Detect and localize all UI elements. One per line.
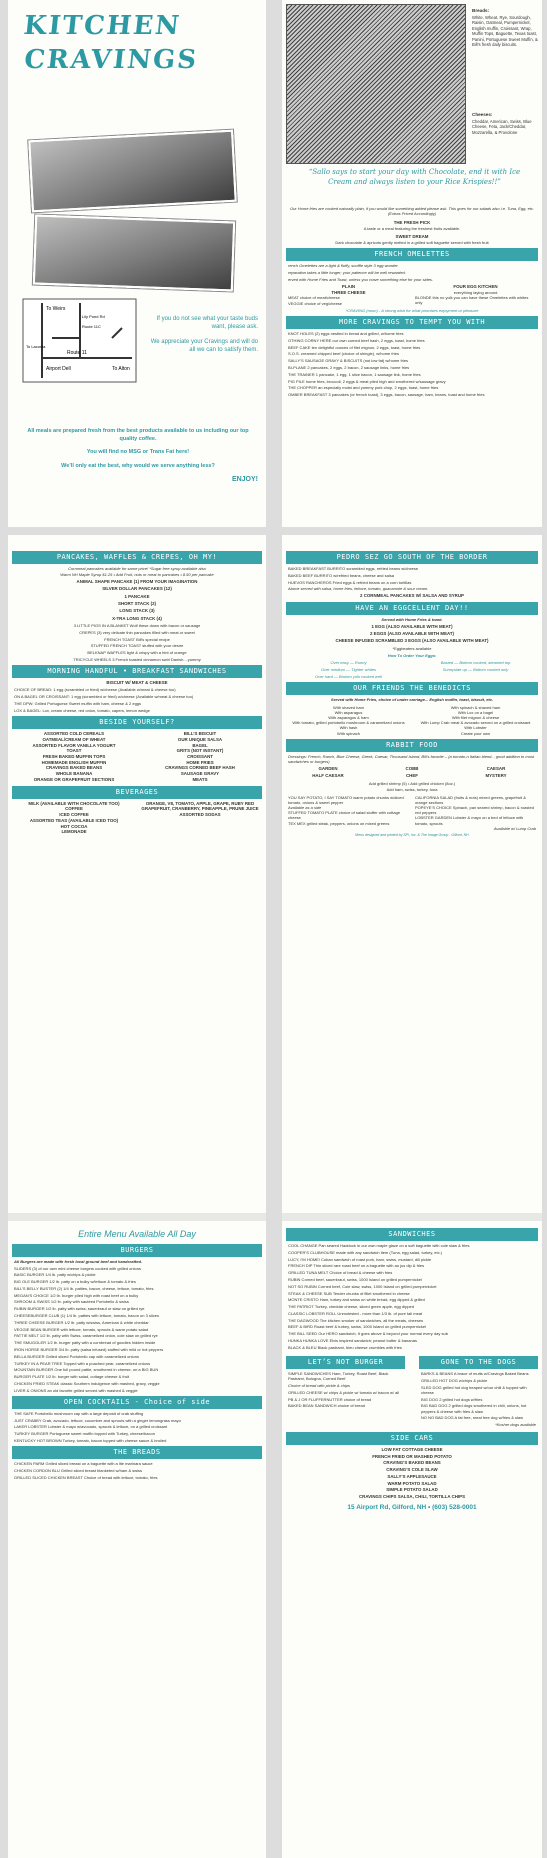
beverage-col-left [14,801,134,835]
pedro-note: Above served with salsa, home fries, lettuce, tomato, guacamole & sour cream. [288,586,429,592]
beside-item: BAGEL [192,742,208,748]
sides-list [282,1447,542,1500]
breads-list [8,1461,266,1480]
beside-item: ASSORTED FLAVOR VANILLA YOGURT [32,742,116,748]
print-credit: Menu designed and printed by SPI, Inc. & The Image Group - Gilford, NH [355,832,469,837]
burger-item: BILL’S BELLY BUSTER (2) 1/4 lb. patties, bacon, cheese, lettuce, tomato, fries [14,1285,154,1291]
pancake-item: CREPES (3) very delicate thin pancakes filled with meat or sweet [79,629,195,635]
burger-item: BIG OLE BURGER 1/2 lb. patty on a bulky w/lettuce & tomato & fries [14,1279,136,1285]
beside-col-right [140,731,260,782]
sweet-dream-desc: Dark chocolate & apricots gently melted in a grilled soft baguette served with fresh fruit [335,240,489,245]
beverage-item: ORANGE, V8, TOMATO, APPLE, GRAPE, RUBY RED GRAPEFRUIT, CRANBERRY, PINEAPPLE, PRUNE JUICE [141,800,259,812]
sandwich-banner: SANDWICHES [286,1228,538,1241]
pedro-banner: PEDRO SEZ GO SOUTH OF THE BORDER [286,551,538,564]
map-label: To Alton [112,366,130,372]
order-item: Sunnyside up — Bottom cooked only [442,666,509,672]
not-burger-banner: LET’S NOT BURGER [286,1356,405,1369]
cocktail-item: KENTUCKY HOT BROWN Turkey, tomato, bacon topped with cheese sauce & broiled [14,1438,167,1444]
pancake-item: 3 LITTLE PIGS IN A BLANKET Wolf these down with bacon or sausage [73,622,201,628]
lunch-section [8,1225,266,1482]
map-label: Airport Dell [46,366,71,372]
fresh-pick-desc: A taste or a meal featuring the freshest fruits available. [363,226,461,232]
rabbit-item: STUFFED TOMATO PLATE choice of salad stuffer with cottage cheese [288,810,401,821]
sallo-quote: “Sallo says to start your day with Chocolate, end it with Ice Cream and always listen to your Rice Krispies!!” [308,168,521,186]
dogs-item: SLED DOG grilled hot dog heaped w/our chili & topped with cheese [421,1384,527,1395]
craving-definition: *CRAVING (noun) - A strong wish for what promises enjoyment or pleasure [345,307,479,313]
not-burger-box [282,1353,409,1429]
benedict-item: With tomato, grilled portobello mushroom & caramelized onions [292,720,405,726]
handful-item: CHOICE OF BREAD: 1 egg (scrambled or fried) w/cheese (Available w/meat & cheese too) [14,687,176,693]
handful-item: THE DPW: Grilled Portuguese Sweet muffin with ham, cheese & 2 eggs [14,701,142,706]
benedict-item: With spinach [337,730,360,736]
breads-item: GRILLED SLICED CHICKEN BREAST Choice of bread with lettuce, tomato, fries [14,1474,158,1480]
tempt-item: OMBER BREAKFAST 3 pancakes (or french toast), 3 eggs, bacon, sausage, ham, beans, toast and home fries [288,392,485,398]
egg-list [282,617,542,651]
sandwich-item: GRILLED TUNA MELT Choice of bread & cheese with fries [288,1270,393,1276]
tempt-item: THE TRAINER 1 pancake, 1 egg, 1 slice bacon, 1 sausage link, home fries [288,371,421,377]
closing-2: You will find no MSG or Trans Fat here! [86,449,190,456]
sandwich-item: RUBIN Corned beef, sauerkraut, swiss, 1000 Island on grilled pumpernickel [288,1277,422,1282]
dogs-box [415,1353,542,1429]
burger-item: LIVER & ONIONS an old favorite grilled served with mashed & veggie [14,1387,138,1393]
omelette-col-left [288,284,409,306]
omelette-list [288,284,536,306]
benedict-item: With Lox on a bagel [457,709,494,715]
cheeses-box [472,112,538,135]
beverage-item: ICED COFFEE [59,812,89,818]
beverage-item: ASSORTED SODAS [179,812,221,818]
salad-item: MYSTERY [485,772,507,778]
location-map [22,298,137,383]
sandwich-item: MONTE CRISTO Ham, turkey and swiss on white bread, egg dipped & grilled [288,1297,425,1303]
beside-item: FRESH BAKED MUFFIN TOPS [42,753,106,759]
closing-4: ENJOY! [231,475,258,483]
burger-item: MOUNTAIN BURGER One full pound pattie, smothered in cheese, on a BIG BUN [14,1367,159,1373]
map-label: To Weirs [46,306,66,312]
address-line: 15 Airport Rd, Gilford, NH • (603) 528-0001 [347,1503,477,1511]
egg-item: Served with Home Fries & toast. [381,617,443,623]
handful-list [8,680,266,713]
beside-item: TOAST [66,748,82,754]
omelette-item: FOUR EGG KITCHEN [453,284,498,290]
benedict-note: Served with Home Fries, choice of under carriage... English muffin, toast, biscuit, etc. [330,697,494,703]
burger-item: IRON HORSE BURGER 3/4 lb. patty (salsa infused) stuffed with mild or hot peppers [14,1346,164,1352]
closing-3: We’ll only eat the best, why would we serve anything less? [61,463,215,470]
sandwich-item: NOT SO RUBIN Corned beef, Cole slaw, swiss, 1000 Island on grilled pumpernickel [288,1283,437,1289]
rabbit-note: Dressings: French, Ranch, Blue Cheese, Greek, Caesar, Thousand Island, Bill’s favorite – (a tomato-n Italian blend... good addition to most sandwiches or burgers) [288,753,535,764]
beverage-item: ASSORTED TEAS (AVAILABLE ICED TOO) [29,817,119,823]
dogs-item: *Kosher dogs available [495,1422,536,1428]
omelette-intro: reparation takes a little longer; your patience will be well rewarded. [288,270,406,276]
beside-item: CRAVINGS BAKED BEANS [45,765,103,771]
pancake-item: BELKNAP WAFFLES light & crispy with a hint of orange [87,650,187,656]
dogs-item: GRILLED HOT DOG w/chips & pickle [421,1377,488,1383]
pancake-item: X-TRA LONG STACK (4) [112,615,162,621]
pedro-item: BAKED BEEF BURRITO w/refried beans, cheese and salsa [288,572,394,578]
eggs-sandwich-panel [282,535,542,1858]
sketch-illustration [286,4,466,164]
pancake-item: ANIMAL SHAPE PANCAKE (1) FROM YOUR IMAGINATION [76,579,198,585]
sandwich-item: THE BILL SEED Our HERO sandwich; It goes above & beyond your normal every day sub [288,1331,448,1337]
beverage-list [14,801,260,835]
burger-item: SHROOM & SWISS 1/2 lb. patty with sautéed Portobello & swiss [14,1299,129,1305]
order-item: Basted — Bottom cooked, steamed top [440,659,511,665]
beverage-banner: BEVERAGES [12,786,262,799]
omelette-item: PLAIN [341,284,356,290]
breads-title: Breads: [472,8,490,13]
benedict-list [288,705,536,736]
rabbit-item: Available as a side [288,804,322,810]
beside-item: BILL’S BISCUIT [183,731,217,737]
pedro-list [282,566,542,585]
cocktail-item: THE SAFE Portobello mushroom cap with a large deposit of crab stuffing [14,1410,144,1416]
beside-item: MEATS [192,776,208,782]
egg-item: 1 EGG (ALSO AVAILABLE WITH MEAT) [371,623,453,629]
handful-item: ON A BAGEL OR CROISSANT: 1 egg (scrambled or fried) w/cheese (Available w/meat & cheese too) [14,694,194,700]
rabbit-col-left [288,795,409,831]
beside-list [14,731,260,782]
salad-item: CAESAR [486,766,506,772]
sandwich-item: HUNKA HUNKA LOVE Elvis inspired sandwich; peanut butter & bananas [288,1338,417,1344]
rabbit-item: TEX MEX grilled steak, peppers, onions on mixed greens [288,820,390,826]
sides-item: SIMPLE POTATO SALAD [386,1487,438,1493]
rabbit-col-right [415,795,536,831]
egg-item: *Eggbeaters available [392,645,432,651]
beverage-col-right [140,801,260,835]
benedict-item: With asparagus & ham [328,714,369,720]
sandwich-item: FRENCH DIP Thin sliced rare roast beef on a baguette with au jus dip & fries [288,1263,425,1269]
salad-grid [288,766,536,778]
beside-item: GRITS (NOT INSTANT) [176,748,224,754]
pancake-item: 1 PANCAKE [124,593,150,599]
sandwich-item: BEEF & BIRD Roast beef & turkey, swiss, 1000 Island on grilled pumpernickel [288,1324,426,1330]
omelette-item: BLONDE this no yolk you can have these Omelettes with whites only [415,294,529,306]
salad-addons-2: Add ham, swiss, turkey, tuna [386,787,438,793]
pedro-item: BAKED BREAKFAST BURRITO scrambled eggs, refried beans w/cheese [288,566,419,572]
dogs-item: BIG BAD DOG 2 grilled dogs smothered in chili, onions, hot peppers & cheese with fries & slaw [421,1403,527,1414]
burger-item: CHICKEN FRIED STEAK classic Southern indulgence with mashed, gravy, veggie [14,1380,160,1386]
benedict-col-left [288,705,409,736]
order-item: Over medium — Tighter whites [320,666,377,672]
not-burger-item: Choice of bread with pickle & chips [288,1383,351,1389]
boat-photo [28,130,236,213]
rabbit-item: Available w/ Lump Crab [493,825,536,831]
burger-item: BELLA BURGER Grilled sliced Portobello cap with caramelized onions [14,1353,139,1359]
pancake-item: SHORT STACK (2) [118,601,156,606]
tempt-item: S.O.S. creamed chipped beef (choice of shingle), w/home fries [288,351,399,357]
omelette-banner: FRENCH OMELETTES [286,248,538,261]
rabbit-item: LOBSTER GARDEN Lobster & mayo on a bed of lettuce with tomato, sprouts [415,815,524,826]
sandwich-item: STEAK & CHEESE SUB Tender chunks of fillet smothered in cheese [288,1290,410,1296]
rabbit-item: YOU SAY POTATO, I SAY TOMATO warm potato chunks w/diced tomato, onions & sweet pepper [288,794,404,805]
order-eggs-list [288,660,536,680]
pedro-item: HUEVOS RANCHEROS Fried eggs & refried beans on a corn tortillas [288,579,412,585]
burger-item: BASIC BURGER 1/4 lb. patty w/chips & pickle [14,1272,96,1278]
egg-item: CHEESE INFUSED SCRAMBLED 3 EGGS (ALSO AVAILABLE WITH MEAT) [335,638,489,644]
omelette-item: THREE CHEESE [331,289,366,295]
not-burger-item: BAKED BEAN SANDWICH choice of bread [288,1403,365,1409]
pancake-banner: PANCAKES, WAFFLES & CREPES, OH MY! [12,551,262,564]
map-label: Route 11 [67,350,87,356]
closing-note [18,428,258,485]
sides-item: LOW FAT COTTAGE CHEESE [381,1447,443,1453]
sandwich-item: COOPER’S CLUBHOUSE made with any sandwich item (Tuna, egg salad, turkey, etc.) [288,1249,443,1255]
breads-list: White, Wheat, Rye, Sourdough, Raisin, Oatmeal, Pumpernickel, English muffin, Croissant, Wrap, Muffin Tops, Baguette, Texas toast, Panini, Portuguese Sweet Muffin, & Bill’s fresh daily biscuits. [472,14,538,48]
tempt-item: KNOT HOLES (2) eggs nestled in bread and grilled, w/home fries [288,331,404,337]
cheeses-title: Cheeses: [472,112,493,117]
inside-cover-panel [282,0,542,527]
sandwich-item: BLACK & BLEU Black pastrami, bleu cheese crumbles with fries [288,1344,402,1350]
all-day-title: Entire Menu Available All Day [78,1229,196,1239]
pancake-list [8,579,266,662]
rabbit-specials [288,795,536,831]
cocktail-item: JUST CRABBY Crab, avocado, lettuce, cucumber and sprouts with a ginger lemongrass mayo [14,1417,181,1423]
burger-dog-columns [282,1353,542,1429]
burger-note: All Burgers are made with fresh local ground beef and handcrafted. [14,1258,143,1264]
burger-item: PATTIE MELT 1/2 lb. patty with Swiss, caramelized onion, cole slaw on grilled rye [14,1333,158,1339]
sides-banner: SIDE CARS [286,1432,538,1445]
pancake-item: STUFFED FRENCH TOAST stuffed with your desire [90,643,184,649]
burger-item: BURGER PLATE 1/2 lb. burger with salad, cottage cheese & fruit [14,1374,130,1380]
map-label: To Laconia [26,344,46,349]
order-item: Over hard — Broken yolk cooked well [315,674,382,680]
panel-fold [8,1213,266,1221]
logo [18,10,203,78]
rabbit-banner: RABBIT FOOD [286,739,538,752]
dogs-item: NO NO BAD DOG A fat free, meat free dog w/fries & slaw [421,1415,524,1421]
beside-banner: BESIDE YOURSELF? [12,716,262,729]
beverage-item: LEMONADE [61,829,87,835]
map-label: Route 11C [82,324,101,329]
pancake-note: Cornmeal pancakes available for same price! *Sugar free syrup available also [68,566,206,572]
burger-item: CHEESEBURGER CLUB (1) 1/4 lb. patties with lettuce, tomato, bacon on 3 slices [14,1313,159,1319]
sides-item: CRAVING’S BAKED BEANS [383,1460,441,1466]
breakfast-lunch-panel [8,535,266,1858]
breads-box [472,8,538,48]
beside-item: HOME FRIES [186,759,214,765]
beside-item: CROISSANT [187,753,213,759]
panel-fold [282,1213,542,1221]
salad-item: COBB [405,766,419,772]
beverage-item: HOT COCOA [60,823,88,829]
not-burger-item: GRILLED CHEESE w/ chips & pickle w/ tomato w/ bacon w/ all [288,1389,400,1395]
rabbit-item: CALIFORNIA SALAD (fruits & nuts) mixed greens, grapefruit & orange sections [415,794,526,805]
omelette-item: VEGGIE choice of veg/cheese [288,300,343,306]
tempt-list [282,331,542,397]
sides-item: WARM POTATO SALAD [387,1480,437,1486]
benedict-item: With spinach & shaved ham [450,704,501,710]
pancake-item: TRICYCLE WHEELS 3 French toasted cinnamon swirl Danish....yummy [73,656,201,662]
tempt-banner: MORE CRAVINGS TO TEMPT YOU WITH [286,316,538,329]
sides-item: CRAVINGS CHIPS SALSA, CHILI, TORTILLA CHIPS [358,1494,466,1500]
salad-item: CHEF [406,772,418,778]
tempt-item: BEEF CAKE ten delightful ounces of filet mignon, 2 eggs, toast, home fries [288,344,421,350]
omelette-intro: erved with Home Fries and Toast, unless you crave something else for your sides. [288,276,434,282]
closing-1: All meals are prepared fresh from the best products available to us including our top quality coffee. [27,428,249,442]
burger-item: TURKEY IN A PEAR TREE Topped with a poached pear, caramelized onions [14,1360,151,1366]
salad-addons: Add grilled shrimp (5) • Add grilled chicken (8oz.) [368,780,456,786]
handful-item: LOX & BAGEL: Lox, cream cheese, red onion, tomato, capers, lemon wedge [14,707,150,713]
pancake-item: FRENCH TOAST Bill’s special recipe [104,636,170,642]
beside-item: WHOLE BANANA [55,771,93,777]
map-label: Lily Pond Rd [82,314,105,319]
beside-item: ORANGE OR GRAPEFRUIT SECTIONS [33,776,115,782]
tempt-item: OTHING CORNY HERE our own corned beef hash, 2 eggs, toast, home fries [288,337,425,343]
sandwich-list [282,1243,542,1350]
beside-item: OATMEAL/CREAM OF WHEAT [42,736,106,742]
logo-line-2: CRAVINGS [22,44,200,75]
beside-item: SAUSAGE GRAVY [180,771,220,777]
omelette-col-right [415,284,536,306]
omelette-section [282,205,542,399]
benedict-col-right [415,705,536,736]
burger-item: SLIDERS (3) of our own mini cheese burgers cooked with grilled onions [14,1265,141,1271]
pancake-item: LONG STACK (3) [119,608,155,614]
tempt-item: THE CHOPPER an especially moist and yummy pork chop, 2 eggs, toast, home fries [288,385,439,391]
sandwich-item: THE DAGWOOD The kitchen smoker of sandwiches, all the meats, cheeses [288,1317,424,1323]
breads-item: CHICKEN CORDON BLU Grilled sliced breast blanketed w/ham & swiss [14,1468,143,1474]
benedict-banner: OUR FRIENDS THE BENEDICTS [286,682,538,695]
tempt-item: BI-PLANE 2 pancakes, 2 eggs, 2 bacon, 2 sausage links, home fries [288,365,410,371]
tempt-item: SALLY’S SAUSAGE GRAVY & BISCUITS (not low fat) w/home fries [288,358,409,364]
omelette-item: MEAT choice of meat/cheese [288,295,340,301]
benedict-item: With Lobster [464,725,487,731]
cocktail-item: TURKEY BURGER Portuguese sweet muffin topped with Turkey, cheese/bacon [14,1431,155,1437]
benedict-item: With Lump Crab meat & avocado served on a grilled croissant [420,720,531,726]
sandwich-item: CLASSIC LOBSTER ROLL Unmolested - more than 1/3 lb. of pure tail meat [288,1310,423,1316]
dogs-item: BARKS & BEANS A brace of mutts w/Cravings Baked Beans [421,1371,529,1377]
benedict-item: With shaved ham [333,704,364,710]
cocktail-item: LAKER LOBSTER Lobster & mayo w/avocado, sprouts & lettuce, on a grilled croissant [14,1424,168,1430]
order-eggs-title: How To Order Your Eggs: [387,652,437,658]
order-item: Over easy — Runny [330,659,367,665]
logo-line-1: KITCHEN [22,11,183,41]
rabbit-item: POPEYE’S CHOICE Spinach, pan seared shrimp, bacon & roasted red peppers [415,804,534,816]
handful-banner: MORNING HANDFUL • BREAKFAST SANDWICHES [12,665,262,678]
pancake-note: Warm NH Maple Syrup $1.25 • Add Fruit, nuts or meat to pancakes • $.50 per pancake [60,572,214,578]
salad-item: GARDEN [318,766,338,772]
beside-item: CRAVINGS CORNED BEEF HASH [165,765,235,771]
beside-item: HOMEMADE ENGLISH MUFFIN [41,759,107,765]
benedict-item: With filet mignon & cheese [451,714,500,720]
homefries-note: Our Home fries are cooked naturally plain, if you would like something added please ask. This goes for our salads also i.e. Tuna, Egg, etc. (Extras Priced Accordingly) [289,206,535,217]
beside-col-left [14,731,134,782]
salad-item: HALF CAESAR [312,772,344,778]
beside-item: OUR UNIQUE SALSA [177,736,223,742]
burger-item: RUBIN BURGER 1/2 lb. patty with swiss, sauerkraut or slaw on grilled rye [14,1306,145,1312]
dogs-banner: GONE TO THE DOGS [419,1356,538,1369]
burger-item: MEGAN’S CHOICE 1/2 lb. burger piled high with roast beef on a bulky [14,1292,139,1298]
beverage-item: COFFEE [65,806,83,812]
sandwich-item: LUCY, I’M HOME! Cuban sandwich of roast pork, ham, swiss, mustard, dill pickle [288,1256,432,1262]
docks-photo [33,215,235,292]
tempt-item: PIG PILE home fries, broccoli, 2 eggs & meat piled high and smothered w/sausage gravy [288,378,446,384]
side-note [148,315,258,355]
cocktail-banner: OPEN COCKTAILS - Choice of side [12,1396,262,1409]
pancake-item: SILVER DOLLAR PANCAKES (12) [102,586,172,592]
breads-item: CHICKEN PARM Grilled sliced breast on a baguette with a lite marinara sauce [14,1461,153,1467]
sweet-dream-title: SWEET DREAM [395,234,429,240]
sides-item: FRENCH FRIED OR MASHED POTATO [372,1453,452,1459]
side-note-1: If you do not see what your taste buds want, please ask. [156,316,258,331]
cornmeal-item: 2 CORNMEAL PANCAKES W/ SALSA AND SYRUP [360,593,464,599]
burger-banner: BURGERS [12,1244,262,1257]
burger-list [8,1266,266,1393]
fresh-pick-title: THE FRESH PICK [393,220,431,226]
burger-item: VEGGIE BEAN BURGER with lettuce, tomato, sprouts & warm potato salad [14,1326,149,1332]
sandwich-section [282,1225,542,1512]
sandwich-item: THE PATRIOT Turkey, cheddar cheese, sliced green apple, egg dipped [288,1304,414,1310]
omelette-intro: rench Omelettes are a light & fluffy, souffle style 3 egg wonder. [288,263,399,269]
breads-banner: THE BREADS [12,1446,262,1459]
benedict-item: With asparagus [334,709,363,715]
sides-item: CRAVING’S COLE SLAW [386,1467,438,1473]
not-burger-item: PB & J OR FLUFFERNUTTER choice of bread [288,1396,372,1402]
beside-item: ASSORTED COLD CEREALS [43,731,105,737]
side-note-2: We appreciate your Cravings and will do all we can to satisfy them. [150,338,258,354]
benedict-item: Create your own [460,730,491,736]
egg-item: 2 EGGS (ALSO AVAILABLE WITH MEAT) [370,631,454,637]
egg-banner: HAVE AN EGGCELLENT DAY!! [286,602,538,615]
cocktail-list [8,1411,266,1443]
cheeses-list: Cheddar, American, Swiss, Blue Cheese, Feta, Jack/Cheddar, Mozzarella, & Provolone [472,118,532,135]
omelette-item: everything laying around [453,289,498,295]
benedict-item: With hash [339,725,358,731]
dogs-item: BIG DOG 2 grilled hot dogs w/fries [421,1396,483,1402]
burger-item: THREE CHEESE BURGER 1/2 lb. patty w/swiss, American & white cheddar [14,1319,149,1325]
beverage-item: MILK (AVAILABLE WITH CHOCOLATE TOO) [28,800,120,806]
handful-item: BISCUIT W/ MEAT & CHEESE [106,680,168,686]
burger-item: THE SMUGGLER 1/2 lb. burger patty with a cornbread of goodies hidden inside [14,1340,156,1346]
sandwich-item: COOL CHANGE Pan seared Haddock in our own maple glaze on a soft baguette with cole slaw & fries [288,1243,470,1249]
not-burger-item: SIMPLE SANDWICHES Ham, Turkey, Roast Beef, Black Pastrami, Bologna, Corned Beef [288,1371,389,1382]
sides-item: SALLY’S APPLESAUCE [387,1473,437,1479]
front-cover-panel [8,0,266,527]
